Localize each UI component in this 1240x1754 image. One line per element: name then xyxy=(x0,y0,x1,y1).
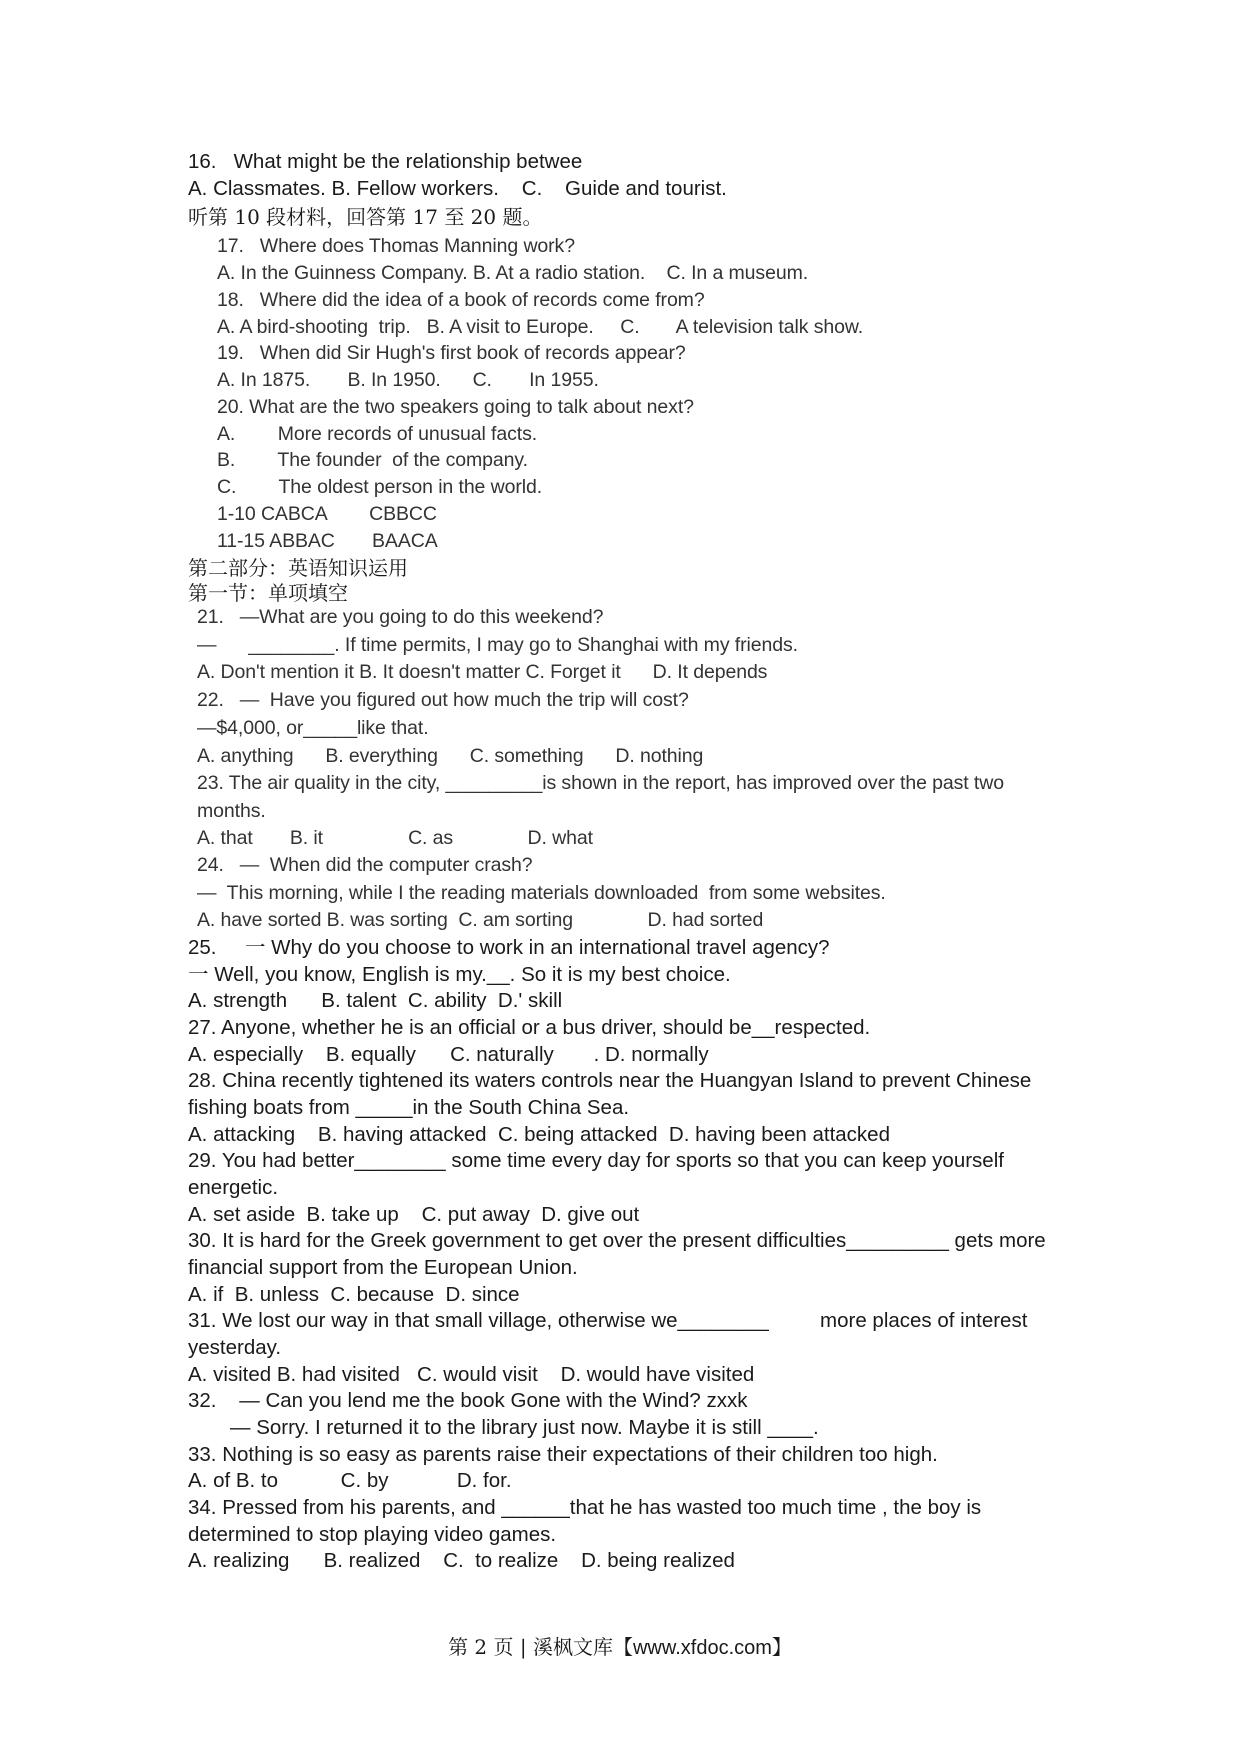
text-line: A. Don't mention it B. It doesn't matter C. Forget it D. It depends xyxy=(197,661,768,683)
text-line: 30. It is hard for the Greek government to get over the present difficulties_________ gets more xyxy=(188,1229,1046,1252)
text-line: A. anything B. everything C. something D. nothing xyxy=(197,745,704,767)
text-line: determined to stop playing video games. xyxy=(188,1523,557,1546)
text-line: 28. China recently tightened its waters controls near the Huangyan Island to prevent Chinese xyxy=(188,1069,1032,1092)
text-line: 一 Well, you know, English is my.__. So it is my best choice. xyxy=(188,963,731,986)
text-line: 19. When did Sir Hugh's first book of records appear? xyxy=(217,342,686,364)
text-line: 第二部分：英语知识运用 xyxy=(188,556,408,580)
text-line: months. xyxy=(197,800,266,822)
text-line: — ________. If time permits, I may go to Shanghai with my friends. xyxy=(197,634,798,656)
text-line: A. have sorted B. was sorting C. am sorting D. had sorted xyxy=(197,909,764,931)
page-footer xyxy=(0,1634,1240,1661)
text-line: A. especially B. equally C. naturally . D. normally xyxy=(188,1043,709,1066)
text-line: A. that B. it C. as D. what xyxy=(197,827,593,849)
text-line: financial support from the European Union. xyxy=(188,1256,578,1279)
text-line: B. The founder of the company. xyxy=(217,449,528,471)
text-line: 17. Where does Thomas Manning work? xyxy=(217,235,575,257)
footer-bracket: 】 xyxy=(771,1635,792,1659)
text-line: 23. The air quality in the city, _________is shown in the report, has improved over the past two xyxy=(197,772,1004,794)
text-line: A. More records of unusual facts. xyxy=(217,423,538,445)
text-line: A. In the Guinness Company. B. At a radio station. C. In a museum. xyxy=(217,262,809,284)
text-line: A. In 1875. B. In 1950. C. In 1955. xyxy=(217,369,599,391)
text-line: A. strength B. talent C. ability D.' skill xyxy=(188,989,563,1012)
text-line: 第一节：单项填空 xyxy=(188,581,348,605)
text-line: 18. Where did the idea of a book of records come from? xyxy=(217,289,705,311)
text-line: A. of B. to C. by D. for. xyxy=(188,1469,512,1492)
text-line: fishing boats from _____in the South China Sea. xyxy=(188,1096,630,1119)
text-line: 31. We lost our way in that small village, otherwise we________ more places of interest xyxy=(188,1309,1028,1332)
text-line: C. The oldest person in the world. xyxy=(217,476,543,498)
text-line: A. attacking B. having attacked C. being attacked D. having been attacked xyxy=(188,1123,890,1146)
text-line: 1-10 CABCA CBBCC xyxy=(217,503,437,525)
text-line: A. realizing B. realized C. to realize D. being realized xyxy=(188,1549,735,1572)
text-line: yesterday. xyxy=(188,1336,282,1359)
text-line: — This morning, while I the reading materials downloaded from some websites. xyxy=(197,882,886,904)
text-line: A. if B. unless C. because D. since xyxy=(188,1283,520,1306)
text-line: 22. — Have you figured out how much the trip will cost? xyxy=(197,689,689,711)
footer-site-link[interactable]: www.xfdoc.com xyxy=(632,1637,772,1659)
text-line: — Sorry. I returned it to the library just now. Maybe it is still ____. xyxy=(230,1416,819,1439)
text-line: 24. — When did the computer crash? xyxy=(197,854,533,876)
text-line: 21. —What are you going to do this weekend? xyxy=(197,606,604,628)
text-line: 32. — Can you lend me the book Gone with the Wind? zxxk xyxy=(188,1389,748,1412)
text-line: 11-15 ABBAC BAACA xyxy=(217,530,438,552)
footer-page-label: 第 2 页 | 溪枫文库【 xyxy=(448,1635,633,1659)
text-line: 33. Nothing is so easy as parents raise their expectations of their children too high. xyxy=(188,1443,938,1466)
text-line: A. Classmates. B. Fellow workers. C. Guide and tourist. xyxy=(188,177,727,200)
text-line: 20. What are the two speakers going to talk about next? xyxy=(217,396,694,418)
text-line: A. visited B. had visited C. would visit D. would have visited xyxy=(188,1363,755,1386)
text-line: —$4,000, or_____like that. xyxy=(197,717,429,739)
text-line: 听第 10 段材料，回答第 17 至 20 题。 xyxy=(188,205,543,229)
text-line: 34. Pressed from his parents, and ______that he has wasted too much time , the boy is xyxy=(188,1496,982,1519)
text-line: energetic. xyxy=(188,1176,279,1199)
text-line: A. set aside B. take up C. put away D. give out xyxy=(188,1203,640,1226)
text-line: 27. Anyone, whether he is an official or a bus driver, should be__respected. xyxy=(188,1016,871,1039)
text-line: A. A bird-shooting trip. B. A visit to Europe. C. A television talk show. xyxy=(217,316,864,338)
text-line: 29. You had better________ some time every day for sports so that you can keep yourself xyxy=(188,1149,1004,1172)
text-line: 25. 一 Why do you choose to work in an international travel agency? xyxy=(188,936,830,959)
text-line: 16. What might be the relationship betwee xyxy=(188,150,583,173)
